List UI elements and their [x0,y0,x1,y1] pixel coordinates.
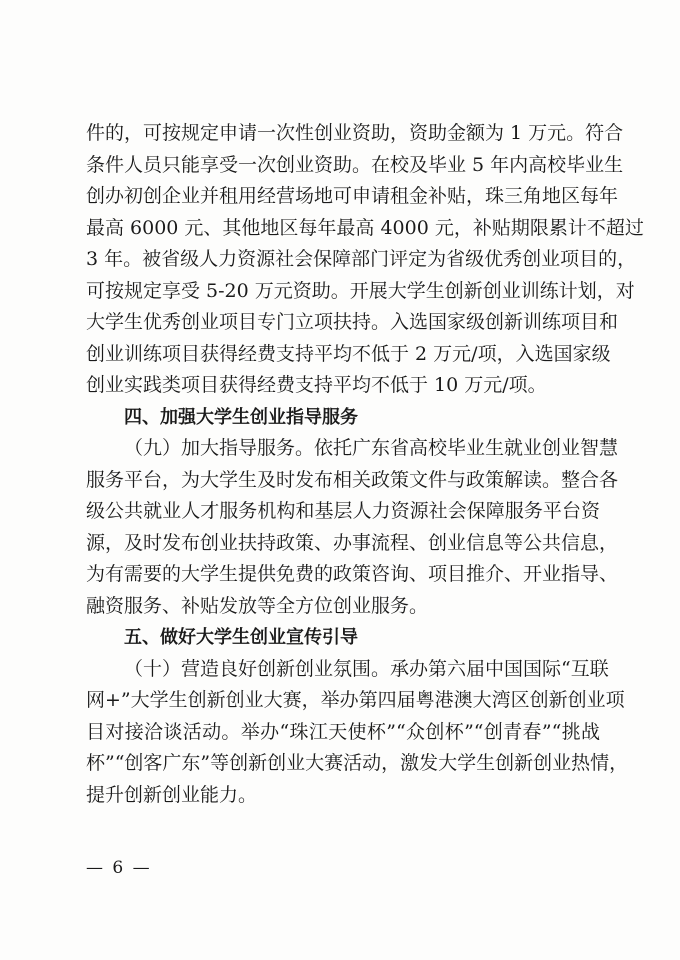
paragraph-line: 条件人员只能享受一次创业资助。在校及毕业 5 年内高校毕业生 [86,153,624,176]
paragraph-line: 网+”大学生创新创业大赛，举办第四届粤港澳大湾区创新创业项 [86,689,625,711]
paragraph-line: （十）营造良好创新创业氛围。承办第六届中国国际“互联 [124,657,609,680]
paragraph-line: 创办初创企业并租用经营场地可申请租金补贴，珠三角地区每年 [86,185,619,207]
section-heading-4: 四、加强大学生创业指导服务 [124,406,358,428]
paragraph-line: 可按规定享受 5-20 万元资助。开展大学生创新创业训练计划，对 [86,279,635,302]
paragraph-line: 创业训练项目获得经费支持平均不低于 2 万元/项，入选国家级 [86,342,611,365]
paragraph-line: 创业实践类项目获得经费支持平均不低于 10 万元/项。 [86,374,547,396]
paragraph-line: 件的，可按规定申请一次性创业资助，资助金额为 1 万元。符合 [86,122,624,144]
paragraph-line: 3 年。被省级人力资源社会保障部门评定为省级优秀创业项目的， [86,248,637,270]
paragraph-line: 大学生优秀创业项目专门立项扶持。入选国家级创新训练项目和 [86,311,619,333]
paragraph-line: （九）加大指导服务。依托广东省高校毕业生就业创业智慧 [124,437,619,459]
document-body [86,118,644,811]
page-number: — 6 — [86,858,152,878]
paragraph-line: 源，及时发布创业扶持政策、办事流程、创业信息等公共信息， [86,531,619,554]
paragraph-line: 最高 6000 元、其他地区每年最高 4000 元，补贴期限累计不超过 [86,216,644,239]
paragraph-line: 提升创新创业能力。 [86,783,258,806]
paragraph-line: 服务平台，为大学生及时发布相关政策文件与政策解读。整合各 [86,468,619,491]
paragraph-line: 目对接洽谈活动。举办“珠江天使杯”“众创杯”“创青春”“挑战 [86,720,600,743]
paragraph-line: 融资服务、补贴发放等全方位创业服务。 [86,594,429,617]
paragraph-line: 杯”“创客广东”等创新创业大赛活动，激发大学生创新创业热情， [86,752,629,774]
section-heading-5: 五、做好大学生创业宣传引导 [124,627,358,648]
paragraph-line: 为有需要的大学生提供免费的政策咨询、项目推介、开业指导、 [86,563,619,585]
paragraph-line: 级公共就业人才服务机构和基层人力资源社会保障服务平台资 [86,500,600,522]
